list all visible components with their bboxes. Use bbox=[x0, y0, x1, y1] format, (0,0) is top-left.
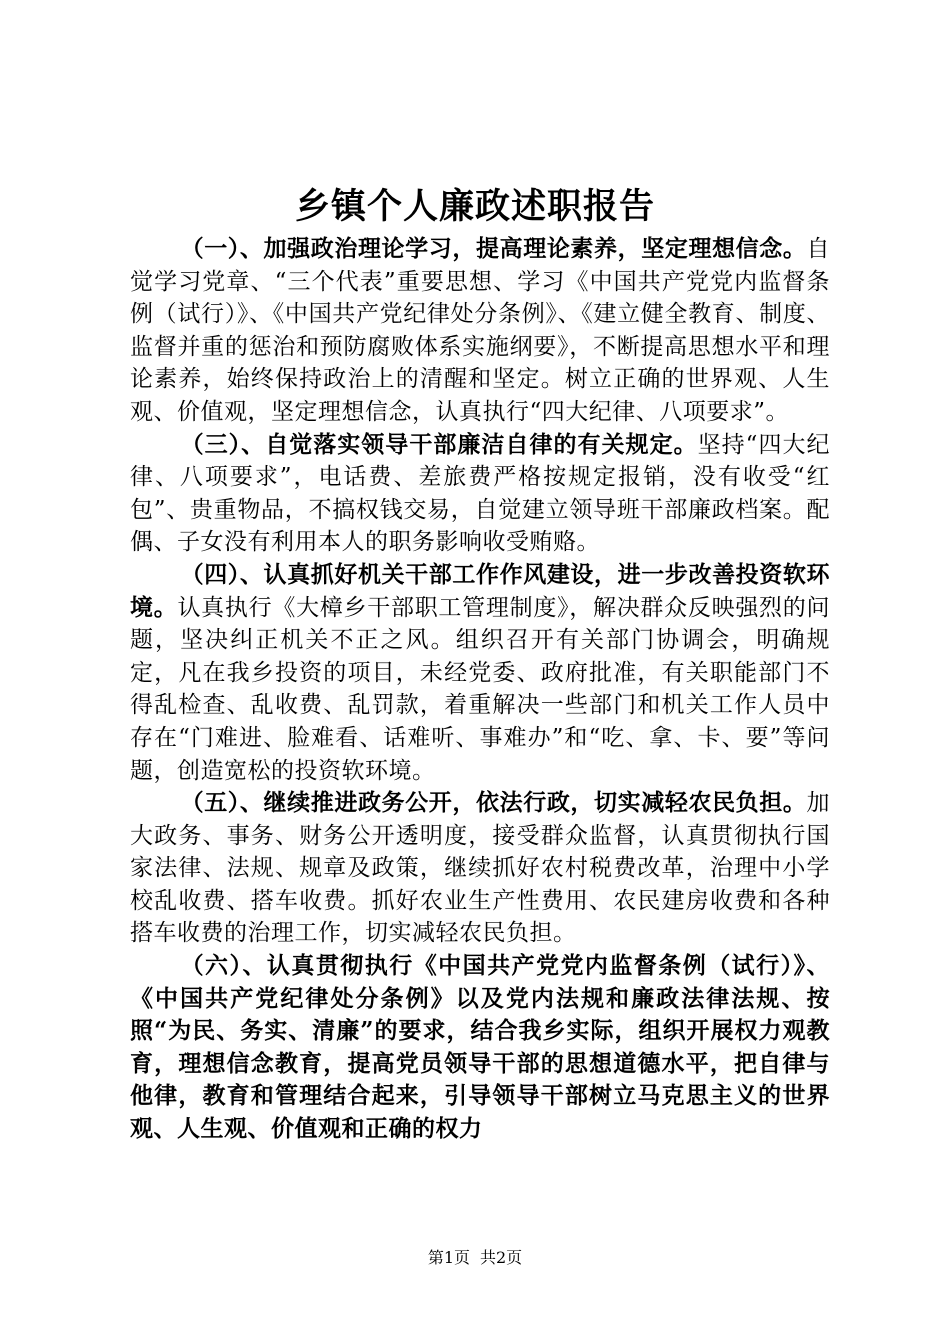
paragraph-3-heading: （四）、认真抓好机关干部工作作风建设，进一步改善投资软环境。 bbox=[130, 560, 830, 621]
paragraph-5 bbox=[130, 950, 830, 1146]
paragraph-5-heading: （六）、认真贯彻执行《中国共产党党内监督条例（试行）》、《中国共产党纪律处分条例》以及党内法规和廉政法律法规、按照“为民、务实、清廉”的要求，结合我乡实际，组织开展权力观教育，理想信念教育，提高党员领导干部的思想道德水平，把自律与他律，教育和管理结合起来，引导领导干部树立马克思主义的世界观、人生观、价值观和正确的权力 bbox=[130, 952, 830, 1143]
document-body bbox=[130, 233, 830, 1146]
paragraph-1-heading: （一）、加强政治理论学习，提高理论素养，坚定理想信念。 bbox=[180, 235, 807, 262]
page-number: 第1页 bbox=[427, 1248, 470, 1267]
paragraph-4-heading: （五）、继续推进政务公开，依法行政，切实减轻农民负担。 bbox=[180, 789, 807, 817]
paragraph-2 bbox=[130, 429, 830, 559]
paragraph-3-text: 认真执行《大樟乡干部职工管理制度》，解决群众反映强烈的问题，坚决纠正机关不正之风。组织召开有关部门协调会，明确规定，凡在我乡投资的项目，未经党委、政府批准，有关职能部门不得乱检查、乱收费、乱罚款，着重解决一些部门和机关工作人员中存在“门难进、脸难看、话难听、事难办”和“吃、拿、卡、要”等问题，创造宽松的投资软环境。 bbox=[130, 594, 831, 784]
paragraph-4 bbox=[130, 787, 830, 950]
document-title: 乡镇个人廉政述职报告 bbox=[294, 186, 655, 227]
page-total: 共2页 bbox=[480, 1248, 523, 1267]
page-footer bbox=[0, 1247, 950, 1269]
paragraph-1-text: 自觉学习党章、“三个代表”重要思想、学习《中国共产党党内监督条例（试行）》、《中国共产党纪律处分条例》、《建立健全教育、制度、监督并重的惩治和预防腐败体系实施纲要》，不断提高思想水平和理论素养，始终保持政治上的清醒和坚定。树立正确的世界观、人生观、价值观，坚定理想信念，认真执行“四大纪律、八项要求”。 bbox=[130, 236, 830, 425]
paragraph-1 bbox=[130, 233, 830, 429]
paragraph-3 bbox=[130, 559, 830, 787]
paragraph-2-text: 坚持“四大纪律、八项要求”，电话费、差旅费严格按规定报销，没有收受“红包”、贵重物品，不搞权钱交易，自觉建立领导班干部廉政档案。配偶、子女没有利用本人的职务影响收受贿赂。 bbox=[130, 431, 831, 556]
paragraph-2-heading: （三）、自觉落实领导干部廉洁自律的有关规定。 bbox=[180, 430, 698, 458]
paragraph-4-text: 加大政务、事务、财务公开透明度，接受群众监督，认真贯彻执行国家法律、法规、规章及政策，继续抓好农村税费改革，治理中小学校乱收费、搭车收费。抓好农业生产性费用、农民建房收费和各种搭车收费的治理工作，切实减轻农民负担。 bbox=[130, 790, 830, 947]
